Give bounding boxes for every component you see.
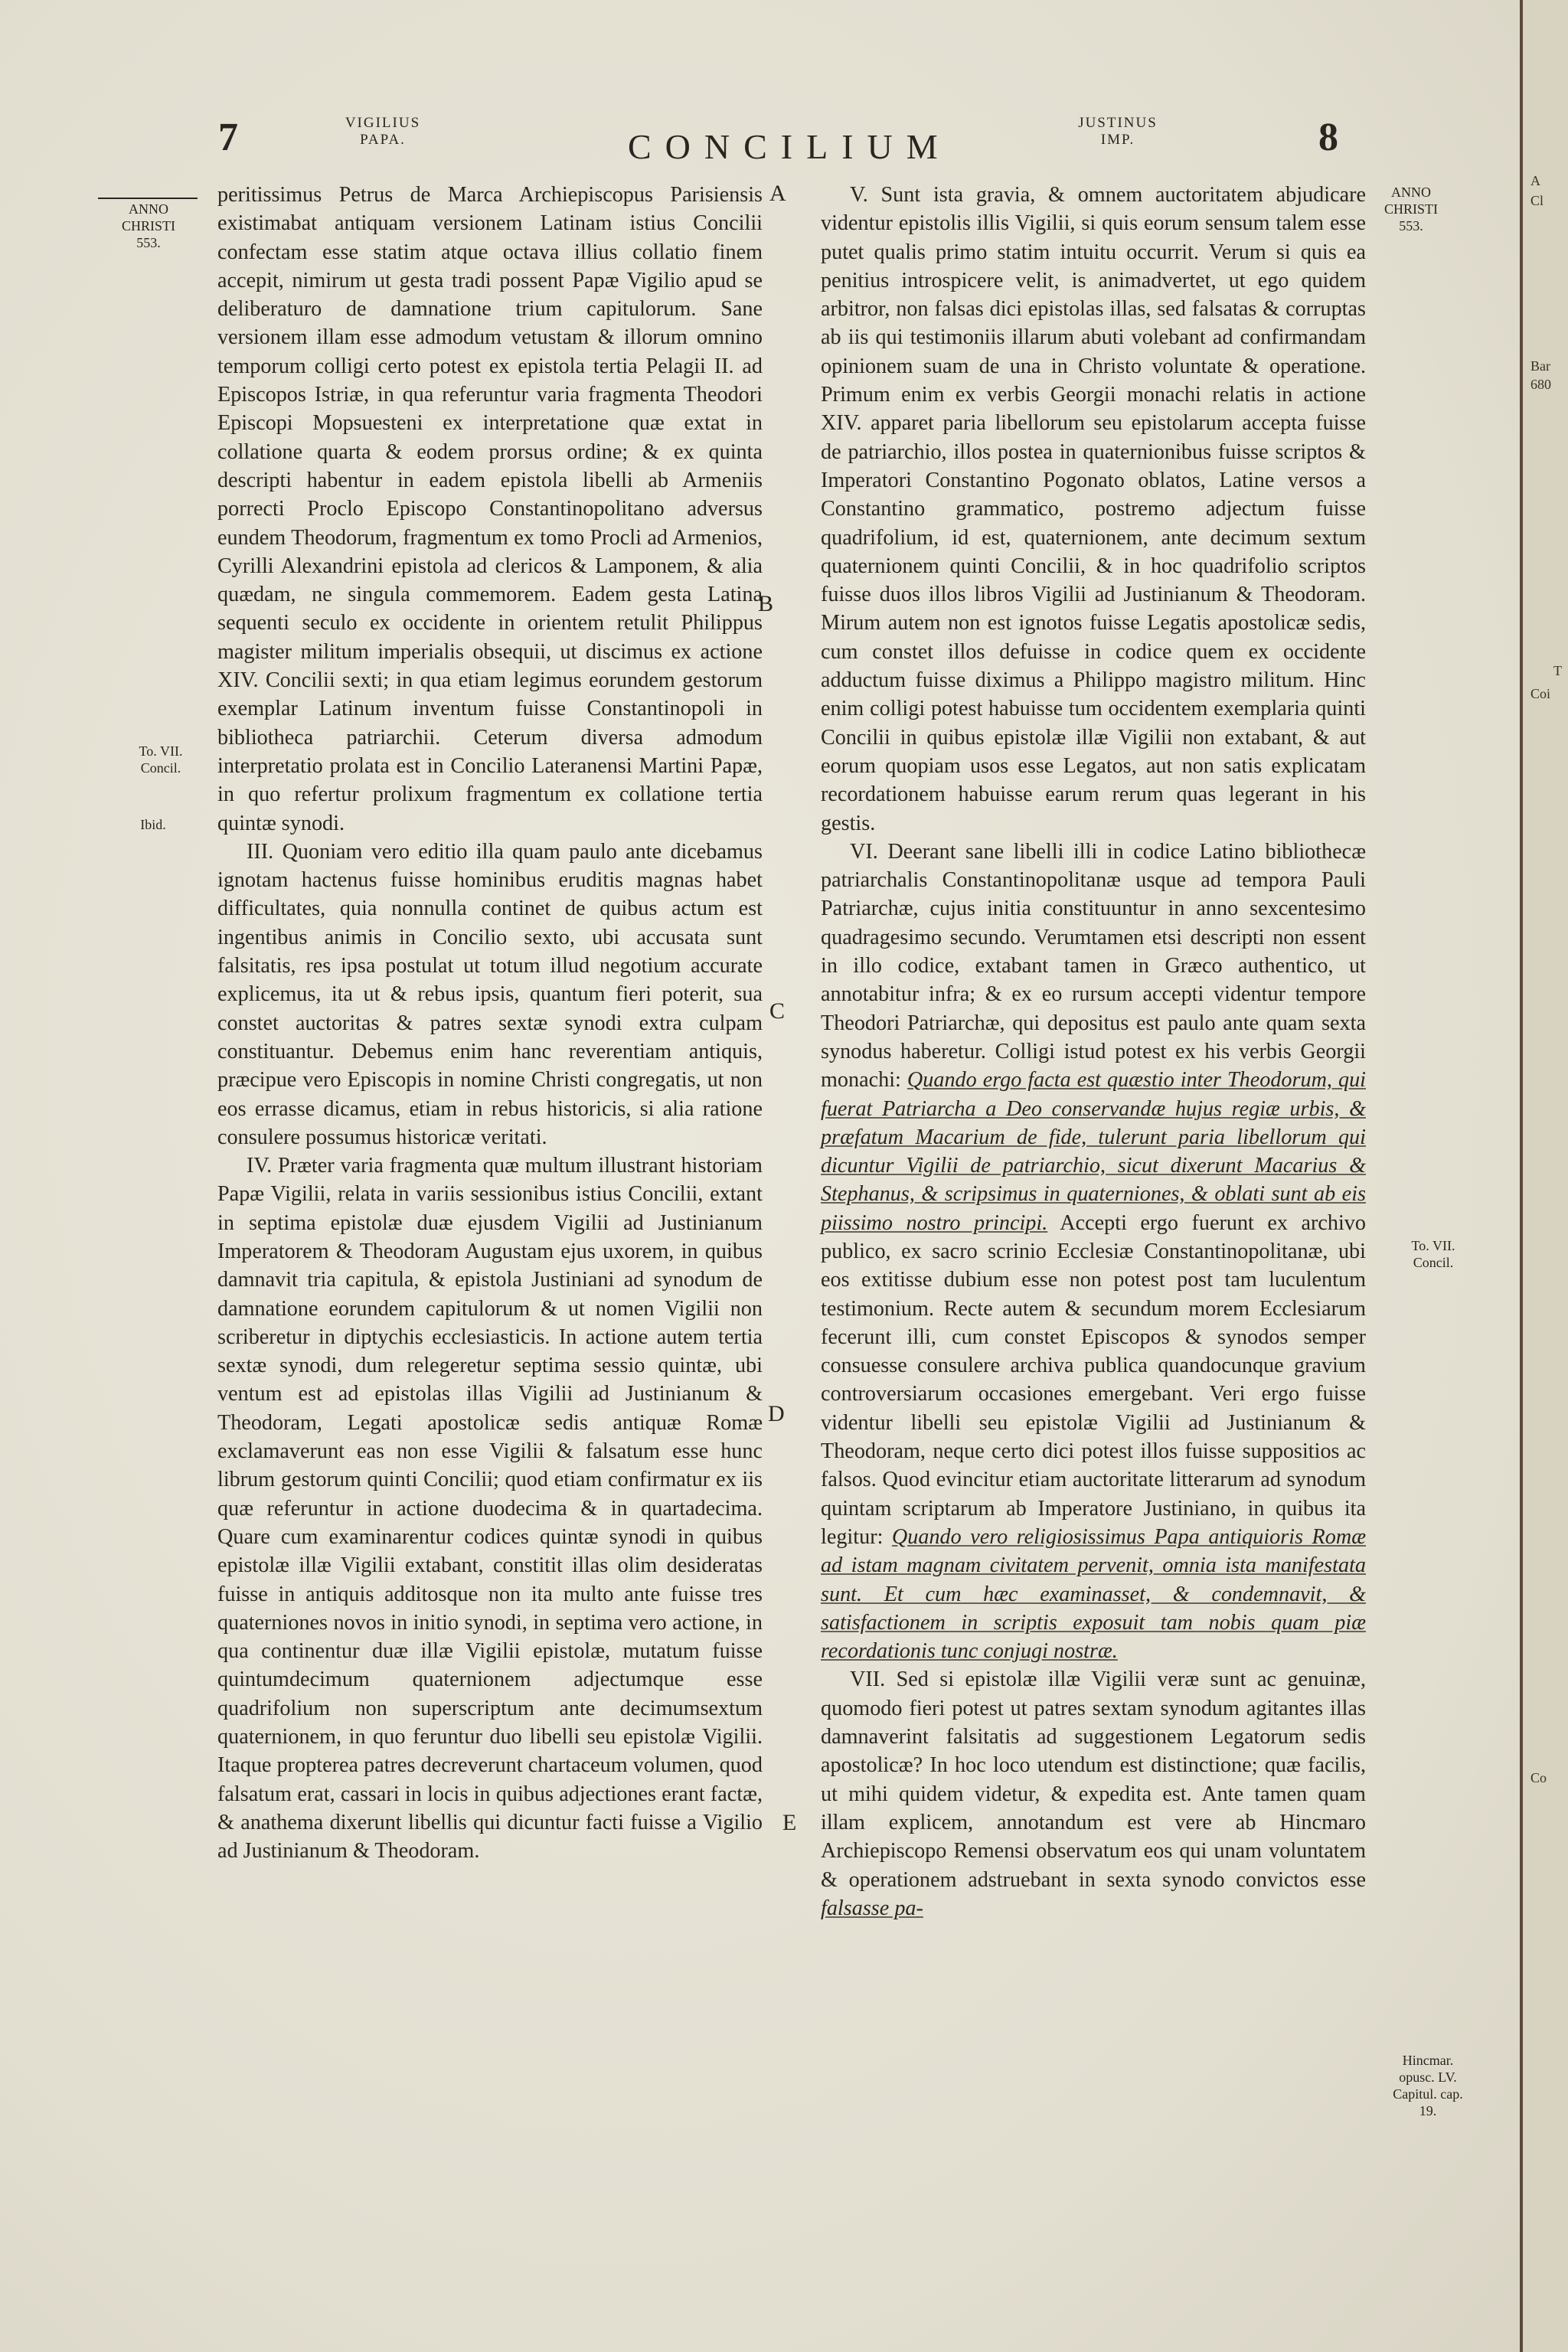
right-paragraph-6-continued: Accepti ergo fuerunt ex archivo publico, ex sacro scrinio Ecclesiæ Constantinopolitanæ, ubi eos extitisse dubium esse non potest post tam luculentum testimonium. Recte autem & secundum morem Ecclesiarum fecerunt illi, cum constet Episcopos & synodos semper consuesse consulere archiva publica quandocunque gravium controversiarum occasiones emergebant. Veri ergo fuisse videntur libelli seu epistolæ Vigilii ad Justinianum & Theodoram, neque certo dici potest illos fuisse suppositios ac falsos. Quod evincitur etiam auctoritate litterarum ad synodum quintam scriptarum ab Imperatore Justiniano, in quibus ita legitur:: [821, 1210, 1366, 1549]
facing-frag-t: T: [1553, 663, 1562, 678]
facing-page-edge: [1520, 0, 1568, 2352]
facing-frag-co: Co: [1530, 1770, 1547, 1785]
right-margin-ref-hincmar: Hincmar. opusc. LV. Capitul. cap. 19.: [1393, 2053, 1463, 2118]
right-running-head: JUSTINUS IMP.: [1078, 115, 1158, 148]
right-paragraph-7: [821, 1665, 1366, 1922]
left-paragraph-3: III. Quoniam vero editio illa quam paulo ante dicebamus ignotam hactenus fuisse hominibus eruditis magnas habet difficultates, quia nonnulla continet de quibus actum est ingentibus animis in Concilio sexto, ubi accusata sunt falsitatis, res ipsa postulat ut totum illud negotium accurate explicemus, ita ut & rebus ipsis, quantum fieri poterit, sua constet auctoritas & patres sextæ synodi extra culpam constituantur. Debemus enim hanc reverentiam antiquis, præcipue vero Episcopis in nomine Christi congregatis, ut non eos errasse dicamus, etiam in rebus historicis, si alia ratione consulere possumus historicæ veritati.: [217, 839, 763, 1149]
section-letter-a: A: [769, 181, 786, 206]
right-paragraph-7-text: VII. Sed si epistolæ illæ Vigilii veræ sunt ac genuinæ, quomodo fieri potest ut patres sextam synodum agitantes illas damnaverint falsitatis ad suggestionem Legatorum sedis apostolicæ? In hoc loco utendum est distinctione; quæ facilis, ut mihi quidem videtur, & expedita est. Ante tamen quam illam explicem, annotandum est vere ab Hincmaro Archiepiscopo Remensi observatum eos qui unam voluntatem & operationem adstruebant in sexta synodo convictos esse: [821, 1668, 1366, 1892]
right-page-number: 8: [1318, 116, 1338, 159]
facing-frag-680: 680: [1530, 377, 1551, 392]
left-text-column: [217, 181, 763, 1866]
section-letter-b: B: [758, 591, 774, 616]
quote-justiniani: Quando vero religiosissimus Papa antiquioris Romæ ad istam magnam civitatem pervenit, omnia ista manifestata sunt. Et cum hæc examinasset, & condemnavit, & satisfactionem in scriptis exposuit tam nobis quam piæ recordationis tunc conjugi nostræ.: [821, 1524, 1366, 1664]
facing-frag-bar: Bar: [1530, 358, 1550, 374]
left-margin-anno: ANNO CHRISTI 553.: [121, 201, 175, 250]
left-margin-ref-ibid: Ibid.: [140, 817, 166, 832]
left-margin-ref-concil: To. VII. Concil.: [139, 743, 183, 776]
running-title: CONCILIUM: [628, 127, 952, 166]
quote-georgii-monachi: Quando ergo facta est quæstio inter Theodorum, qui fuerat Patriarcha a Deo conservandæ hujus regiæ urbis, & præfatum Macarium de fide, tulerunt paria libellorum qui dicuntur Vigilii de patriarchio, sicut dixerunt Macarius & Stephanus, & scripsimus in quaterniones, & oblati sunt ab eis piissimo nostro principi.: [821, 1068, 1366, 1235]
right-paragraph-6-text: VI. Deerant sane libelli illi in codice Latino bibliothecæ patriarchalis Constantinopolitanæ usque ad tempora Pauli Patriarchæ, cujus initia constituuntur in anno sexcentesimo quadragesimo secundo. Verumtamen etsi descripti non essent in illo codice, extabant tamen in Græco authentico, ut annotabitur infra; & ex eo rursum accepti videntur tempore Theodori Patriarchæ, qui depositus est paulo ante quam sexta synodus haberetur. Colligi istud potest ex his verbis Georgii monachi:: [821, 839, 1366, 1093]
left-paragraph-1: peritissimus Petrus de Marca Archiepiscopus Parisiensis existimabat antiquam versionem Latinam istius Concilii confectam esse statim atque octava illius collatio finem accepit, nimirum ut gesta tradi possent Papæ Vigilio apud se deliberaturo de damnatione trium capitulorum. Sane versionem illam esse admodum vetustam & illorum omnino temporum colligi certo potest ex epistola tertia Pelagii II. ad Episcopos Istriæ, in qua referuntur varia fragmenta Theodori Episcopi Mopsuesteni ex interpretatione quæ extat in collatione quarta & eodem prorsus ordine; & ex quinta descripti habentur in eadem epistola libelli ab Armeniis porrecti Proclo Episcopo Constantinopolitano adversus eundem Theodorum, fragmentum ex tomo Procli ad Armenios, Cyrilli Alexandrini epistola ad clericos & Lamponem, & alia quædam, ne singula commemorem. Eadem gesta Latina sequenti seculo ex occidente in orientem retulit Philippus magister militum imperialis obsequii, ut discimus ex actione XIV. Concilii sexti; in qua etiam legimus eorundem gestorum exemplar Latinum inventum fuisse Constantinopoli in bibliotheca patriarchii. Ceterum diversa admodum interpretatio prolata est in Concilio Lateranensi Martini Papæ, in quo refertur prolixum fragmentum ex collatione tertia quintæ synodi.: [217, 183, 763, 835]
left-paragraph-4: IV. Præter varia fragmenta quæ multum illustrant historiam Papæ Vigilii, relata in variis sessionibus istius Concilii, extant in septima epistolæ duæ ejusdem Vigilii ad Justinianum Imperatorem & Theodoram Augustam ejus uxorem, in quibus damnavit tria capitula, & epistola Justiniani ad synodum de damnatione eorundem capitulorum & ut nomen Vigilii non scriberetur in diptychis ecclesiasticis. In actione autem tertia sextæ synodi, dum relegeretur septima sessio quintæ, ubi ventum est ad epistolas illas Vigilii ad Justinianum & Theodoram, Legati apostolicæ sedis antiquæ Romæ exclamaverunt eas non esse Vigilii & falsatum esse hunc librum gestorum quinti Concilii; quod etiam confirmatur ex iis quæ referuntur in actione duodecima & in quartadecima. Quare cum examinarentur codices quintæ synodi in quibus epistolæ illæ Vigilii extabant, constitit illas olim desideratas fuisse in antiquis additosque non ita multo ante fuisse tres quaterniones novos in initio synodi, in septima vero actione, in qua continentur duæ illæ Vigilii epistolæ, mutatum fuisse quintumdecimum quaternionem adjectumque esse quadrifolium non superscriptum ante decimumsextum quaternionem, in quo feruntur duo libelli seu epistolæ Vigilii. Itaque propterea patres decreverunt chartaceum volumen, quod falsatum erat, cassari in locis in quibus adjectiones erant factæ, & anathema dixerunt libellis qui dicuntur facti fuisse a Vigilio ad Justinianum & Theodoram.: [217, 1154, 763, 1864]
section-letter-c: C: [769, 998, 786, 1024]
facing-frag-cl: Cl: [1530, 193, 1544, 208]
right-paragraph-7-italic: falsasse pa-: [821, 1896, 923, 1920]
right-paragraph-6: [821, 838, 1366, 1666]
right-margin-ref-concil: To. VII. Concil.: [1411, 1238, 1455, 1270]
left-margin-rule: [98, 198, 198, 199]
facing-frag-a: A: [1530, 173, 1540, 188]
right-margin-anno: ANNO CHRISTI 553.: [1383, 185, 1438, 234]
section-letter-e: E: [782, 1810, 797, 1835]
facing-frag-coi: Coi: [1530, 686, 1551, 701]
section-letter-d: D: [768, 1401, 785, 1426]
left-page-number: 7: [218, 116, 238, 159]
left-running-head: VIGILIUS PAPA.: [345, 115, 421, 148]
right-text-column: [821, 181, 1366, 1922]
right-paragraph-5: V. Sunt ista gravia, & omnem auctoritatem abjudicare videntur epistolis illis Vigilii, si quis eorum sensum talem esse putet qualis primo statim intuitu occurrit. Verum si quis ea penitius introspicere velit, is animadvertet, ut ego quidem arbitror, non falsas dici epistolas illas, sed falsatas & corruptas ab iis qui testimoniis illarum abuti volebant ad confirmandam opinionem suam de una in Christo voluntate & operatione. Primum enim ex verbis Georgii monachi relatis in actione XIV. apparet paria libellorum seu epistolarum accepta fuisse de patriarchio, illos postea in quaternionibus fuisse scriptos & Imperatori Constantino Pogonato oblatos, Latine versos a Constantino grammatico, postremo adjectum fuisse quadrifolium, id est, quaternionem, ante decimum sextum quaternionem quinti Concilii, & in hoc quadrifolio scriptos fuisse duos illos libros Vigilii ad Justinianum & Theodoram. Mirum autem non est ignotos fuisse Legatis apostolicæ sedis, cum constet illos defuisse in codice quem ex occidente adductum fuisse diximus a Philippo magistro militum. Hinc enim colligi potest habuisse tum occidentem exemplaria quinti Concilii in quibus epistolæ illæ Vigilii non extabant, & aut eorum quopiam usos esse Legatos, aut non satis explicatam recordationem habuisse earum rerum quas legerant in his gestis.: [821, 183, 1366, 835]
